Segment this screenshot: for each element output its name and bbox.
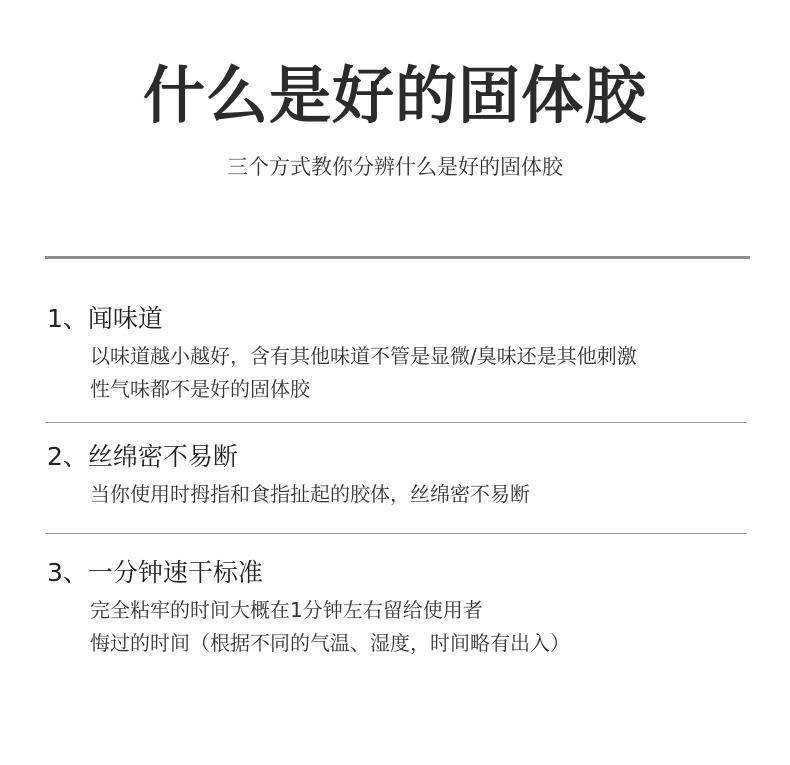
section-body-line: 当你使用时拇指和食指扯起的胶体，丝绵密不易断 (90, 482, 530, 506)
section-heading: 3、一分钟速干标准 (47, 558, 263, 587)
section-heading: 2、丝绵密不易断 (47, 442, 238, 471)
section-body-line: 性气味都不是好的固体胶 (90, 377, 310, 401)
section-body-line: 以味道越小越好，含有其他味道不管是显微/臭味还是其他刺激 (90, 344, 637, 368)
section-body-line: 完全粘牢的时间大概在1分钟左右留给使用者 (90, 598, 483, 622)
page-title: 什么是好的固体胶 (142, 59, 647, 132)
section-drying-time (47, 556, 752, 660)
page-subtitle: 三个方式教你分辨什么是好的固体胶 (227, 155, 563, 179)
section-stringiness (47, 440, 752, 511)
section-heading: 1、闻味道 (47, 304, 163, 333)
section-body-line: 悔过的时间（根据不同的气温、湿度，时间略有出入） (90, 631, 570, 655)
section-divider (45, 422, 747, 423)
section-smell (47, 302, 752, 406)
title-divider (45, 256, 750, 259)
section-divider (45, 533, 747, 534)
